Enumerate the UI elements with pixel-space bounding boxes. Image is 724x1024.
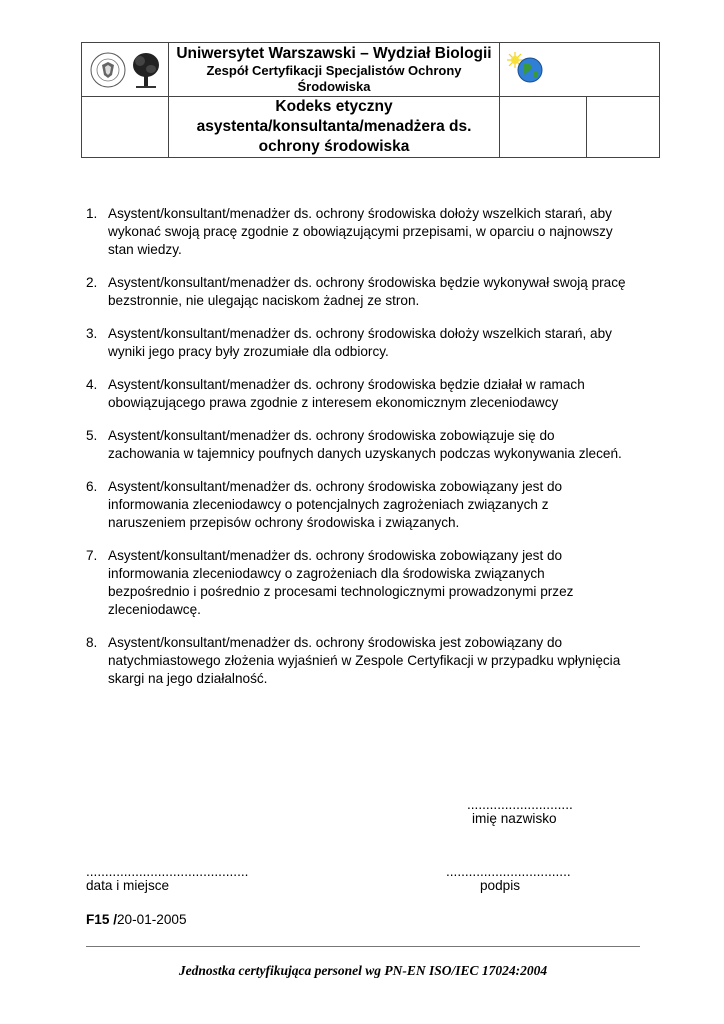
list-item: 1. Asystent/konsultant/menadżer ds. ochrony środowiska dołoży wszelkich starań, aby wykonać swoją pracę zgodnie z obowiązującymi przepisami, w oparciu o najnowszy stan wiedzy. [86, 206, 613, 257]
list-item: 8. Asystent/konsultant/menadżer ds. ochrony środowiska jest zobowiązany do natychmiastowego złożenia wyjaśnień w Zespole Certyfikacji w przypadku wpłynięcia skargi na jego działalność. [86, 635, 621, 686]
list-item: 2. Asystent/konsultant/menadżer ds. ochrony środowiska będzie wykonywał swoją pracę bezstronnie, nie ulegając naciskom żadnej ze stron. [86, 275, 626, 308]
empty-cell-right [587, 97, 660, 158]
date-place-dots: ........................................... [86, 864, 249, 879]
code-of-ethics-list [86, 205, 626, 703]
list-item: 7. Asystent/konsultant/menadżer ds. ochrony środowiska zobowiązany jest do informowania zleceniodawcy o zagrożeniach dla środowiska związanych bezpośrednio i pośrednio z procesami technologicznymi prowadzonymi przez zleceniodawcę. [86, 548, 574, 617]
document-title-line-2: asystenta/konsultanta/menadżera ds. [196, 118, 472, 135]
empty-cell-left [82, 97, 169, 158]
logo-cell [82, 43, 169, 97]
institution-cell [169, 43, 500, 97]
name-label: imię nazwisko [472, 811, 557, 826]
footer-divider [86, 946, 640, 947]
signature-dots: ................................. [446, 864, 571, 879]
globe-sun-icon [505, 50, 545, 84]
form-code-label: F15 / [86, 912, 117, 927]
globe-cell [500, 43, 660, 97]
footer-text: Jednostka certyfikująca personel wg PN-EN ISO/IEC 17024:2004 [178, 963, 548, 978]
list-item: 3. Asystent/konsultant/menadżer ds. ochrony środowiska dołoży wszelkich starań, aby wyniki jego pracy były zrozumiałe dla odbiorcy. [86, 326, 612, 359]
document-title-line-1: Kodeks etyczny [275, 98, 393, 115]
form-date: 20-01-2005 [116, 912, 187, 927]
header-table [81, 42, 660, 158]
university-title: Uniwersytet Warszawski – Wydział Biologii [176, 44, 492, 62]
list-item: 5. Asystent/konsultant/menadżer ds. ochrony środowiska zobowiązuje się do zachowania w tajemnicy poufnych danych uzyskanych podczas wykonywania zleceń. [86, 428, 622, 461]
document-title-cell [169, 97, 500, 158]
document-title-line-3: ochrony środowiska [258, 138, 410, 155]
empty-cell-mid [500, 97, 587, 158]
list-item: 4. Asystent/konsultant/menadżer ds. ochrony środowiska będzie działał w ramach obowiązującego prawa zgodnie z interesem ekonomicznym zleceniodawcy [86, 377, 585, 410]
signature-label: podpis [480, 878, 521, 893]
form-code [86, 912, 187, 928]
tree-icon [131, 51, 161, 89]
list-item: 6. Asystent/konsultant/menadżer ds. ochrony środowiska zobowiązany jest do informowania zleceniodawcy o potencjalnych zagrożeniach związanych z naruszeniem przepisów ochrony środowiska i związanych. [86, 479, 563, 530]
team-title: Zespół Certyfikacji Specjalistów Ochrony Środowiska [206, 62, 462, 94]
date-place-label: data i miejsce [86, 878, 170, 893]
name-signature-dots: ............................ [467, 797, 573, 812]
university-seal-icon [89, 51, 127, 89]
